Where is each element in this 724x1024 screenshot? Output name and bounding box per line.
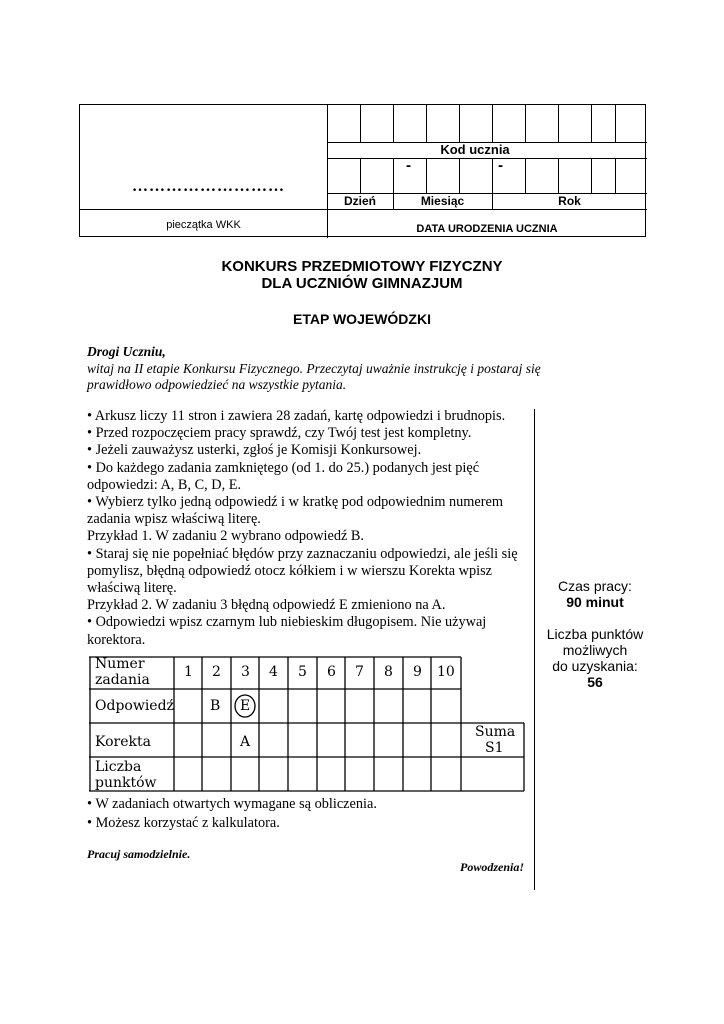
date-separator: -	[498, 157, 503, 174]
task-number: 8	[384, 664, 393, 680]
instruction-line: korektora.	[87, 631, 146, 648]
contest-subtitle: DLA UCZNIÓW GIMNAZJUM	[261, 275, 463, 292]
date-separator: -	[406, 157, 411, 174]
row-header-points: Liczba	[95, 759, 142, 775]
sum-label: Suma	[475, 724, 516, 740]
instructions-list	[87, 408, 531, 649]
month-label: Miesiąc	[420, 194, 465, 208]
year-label: Rok	[558, 194, 581, 208]
instruction-line: • Przed rozpoczęciem pracy sprawdź, czy Twój test jest kompletny.	[87, 425, 472, 442]
row-header-correction: Korekta	[95, 734, 151, 750]
student-code-label: Kod ucznia	[440, 142, 510, 157]
task-number: 2	[212, 664, 221, 680]
instruction-line: pomylisz, błędną odpowiedź otocz kółkiem i w wierszu Korekta wpisz	[87, 562, 492, 579]
points-label: do uzyskania:	[552, 658, 638, 674]
task-number: 10	[437, 664, 455, 680]
day-label: Dzień	[343, 194, 376, 208]
instruction-line: właściwą literę.	[87, 580, 177, 597]
task-number: 3	[241, 664, 250, 680]
instruction-line: Przykład 1. W zadaniu 2 wybrano odpowiedź B.	[87, 528, 365, 545]
points-value: 56	[587, 674, 603, 690]
stage-title: ETAP WOJEWÓDZKI	[293, 311, 431, 327]
row-header-answer: Odpowiedź	[95, 698, 174, 714]
task-number: 6	[327, 664, 336, 680]
instruction-line: Przykład 2. W zadaniu 3 błędną odpowiedź E zmieniono na A.	[87, 597, 446, 614]
task-number: 9	[413, 664, 422, 680]
instruction-line: • Staraj się nie popełniać błędów przy zaznaczaniu odpowiedzi, ale jeśli się	[87, 545, 518, 562]
instruction-line: • Możesz korzystać z kalkulatora.	[87, 815, 280, 831]
instruction-line: • Wybierz tylko jedną odpowiedź i w kratkę pod odpowiednim numerem	[87, 494, 504, 511]
instruction-line: • Jeżeli zauważysz usterki, zgłoś je Komisji Konkursowej.	[87, 442, 422, 459]
greeting-line: prawidłowo odpowiedzieć na wszystkie pytania.	[87, 377, 347, 392]
contest-title: KONKURS PRZEDMIOTOWY FIZYCZNY	[221, 258, 503, 275]
time-value: 90 minut	[566, 594, 624, 610]
row-header-task-number: zadania	[95, 672, 150, 688]
greeting-line: witaj na II etapie Konkursu Fizycznego. Przeczytaj uważnie instrukcję i postaraj się	[87, 361, 541, 376]
instruction-line: • W zadaniach otwartych wymagane są obliczenia.	[87, 796, 377, 812]
task-number: 5	[298, 664, 307, 680]
salutation: Drogi Uczniu,	[87, 344, 166, 359]
sidebar-divider	[534, 409, 535, 890]
stamp-placeholder: ………………………	[132, 178, 285, 195]
example-circled-answer: E	[240, 698, 251, 714]
instruction-line: • Odpowiedzi wpisz czarnym lub niebieskim długopisem. Nie używaj	[87, 614, 487, 631]
row-header-task-number: Numer	[95, 656, 145, 672]
good-luck-note: Powodzenia!	[460, 860, 525, 874]
time-label: Czas pracy:	[558, 578, 632, 594]
header-form	[79, 104, 646, 237]
row-header-points: punktów	[95, 775, 157, 791]
instruction-line: odpowiedzi: A, B, C, D, E.	[87, 476, 242, 493]
instruction-line: • Do każdego zadania zamkniętego (od 1. do 25.) podanych jest pięć	[87, 459, 480, 476]
task-number: 7	[355, 664, 364, 680]
example-answer: B	[210, 698, 221, 714]
points-label: Liczba punktów	[546, 626, 644, 642]
sum-label: S1	[485, 740, 504, 756]
example-correction: A	[240, 734, 251, 750]
instruction-line: zadania wpisz właściwą literę.	[87, 511, 261, 528]
birth-date-label: DATA URODZENIA UCZNIA	[416, 223, 558, 235]
instruction-line: • Arkusz liczy 11 stron i zawiera 28 zadań, kartę odpowiedzi i brudnopis.	[87, 408, 506, 424]
task-number: 1	[184, 664, 193, 680]
work-alone-note: Pracuj samodzielnie.	[87, 847, 191, 861]
stamp-label: pieczątka WKK	[166, 219, 241, 231]
points-label: możliwych	[562, 642, 628, 658]
task-number: 4	[269, 664, 278, 680]
example-table-grid	[89, 656, 529, 792]
